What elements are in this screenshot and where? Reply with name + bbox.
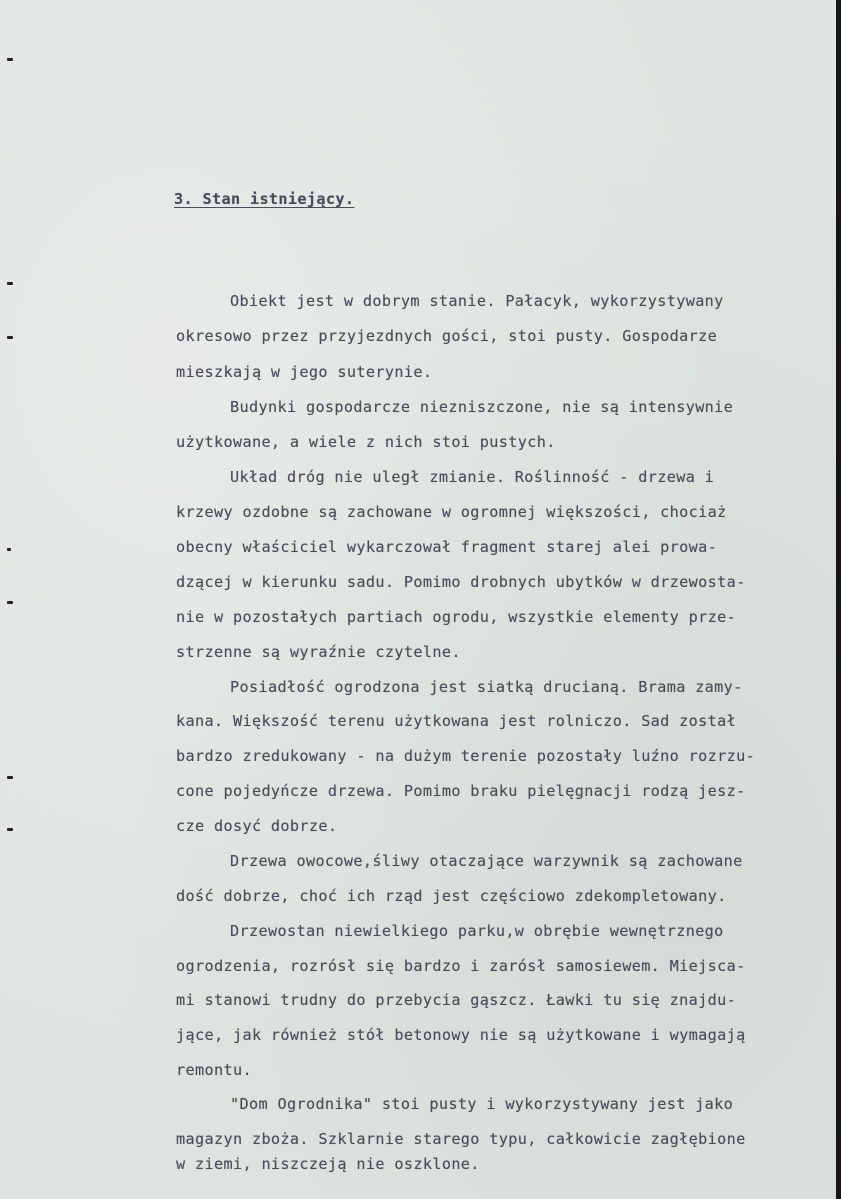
body-line: "Dom Ogrodnika" stoi pusty i wykorzystywany jest jako [230,1095,734,1113]
body-line: Obiekt jest w dobrym stanie. Pałacyk, wykorzystywany [230,292,724,310]
binding-hole-mark [7,282,13,285]
body-line: okresowo przez przyjezdnych gości, stoi pusty. Gospodarze [176,327,718,345]
binding-hole-mark [7,58,13,61]
body-line: nie w pozostałych partiach ogrodu, wszystkie elementy prze- [176,608,737,626]
body-line: dość dobrze, choć ich rząd jest częściowo zdekompletowany. [176,887,727,905]
binding-hole-mark [7,776,13,779]
body-line: remontu. [176,1061,252,1079]
body-line: kana. Większość terenu użytkowana jest rolniczo. Sad został [176,712,737,730]
body-line: cze dosyć dobrze. [176,817,338,835]
body-line: ogrodzenia, rozrósł się bardzo i zarósł samosiewem. Miejsca- [176,957,746,975]
body-line: magazyn zboża. Szklarnie starego typu, całkowicie zagłębione [176,1130,746,1148]
body-line: cone pojedyńcze drzewa. Pomimo braku pielęgnacji rodzą jesz- [176,782,746,800]
binding-hole-mark [7,548,11,551]
body-line: dzącej w kierunku sadu. Pomimo drobnych ubytków w drzewosta- [176,573,746,591]
body-line: Budynki gospodarcze niezniszczone, nie są intensywnie [230,398,734,416]
body-line: Układ dróg nie uległ zmianie. Roślinność - drzewa i [230,468,715,486]
body-line: jące, jak również stół betonowy nie są użytkowane i wymagają [176,1026,746,1044]
binding-hole-mark [7,336,13,339]
section-heading: 3. Stan istniejący. [174,190,355,208]
body-line: Posiadłość ogrodzona jest siatką drucianą. Brama zamy- [230,678,743,696]
binding-hole-mark [7,601,13,604]
body-line: mi stanowi trudny do przebycia gąszcz. Ławki tu się znajdu- [176,991,737,1009]
body-line: w ziemi, niszczeją nie oszklone. [176,1155,480,1173]
scan-border [836,0,841,1199]
body-line: Drzewostan niewielkiego parku,w obrębie wewnętrznego [230,922,724,940]
body-line: obecny właściciel wykarczował fragment starej alei prowa- [176,538,718,556]
body-line: bardzo zredukowany - na dużym terenie pozostały luźno rozrzu- [176,747,756,765]
body-line: krzewy ozdobne są zachowane w ogromnej większości, chociaż [176,503,727,521]
binding-hole-mark [7,828,13,831]
body-line: mieszkają w jego suterynie. [176,363,433,381]
body-line: użytkowane, a wiele z nich stoi pustych. [176,433,556,451]
body-line: strzenne są wyraźnie czytelne. [176,643,461,661]
body-line: Drzewa owocowe,śliwy otaczające warzywnik są zachowane [230,852,743,870]
